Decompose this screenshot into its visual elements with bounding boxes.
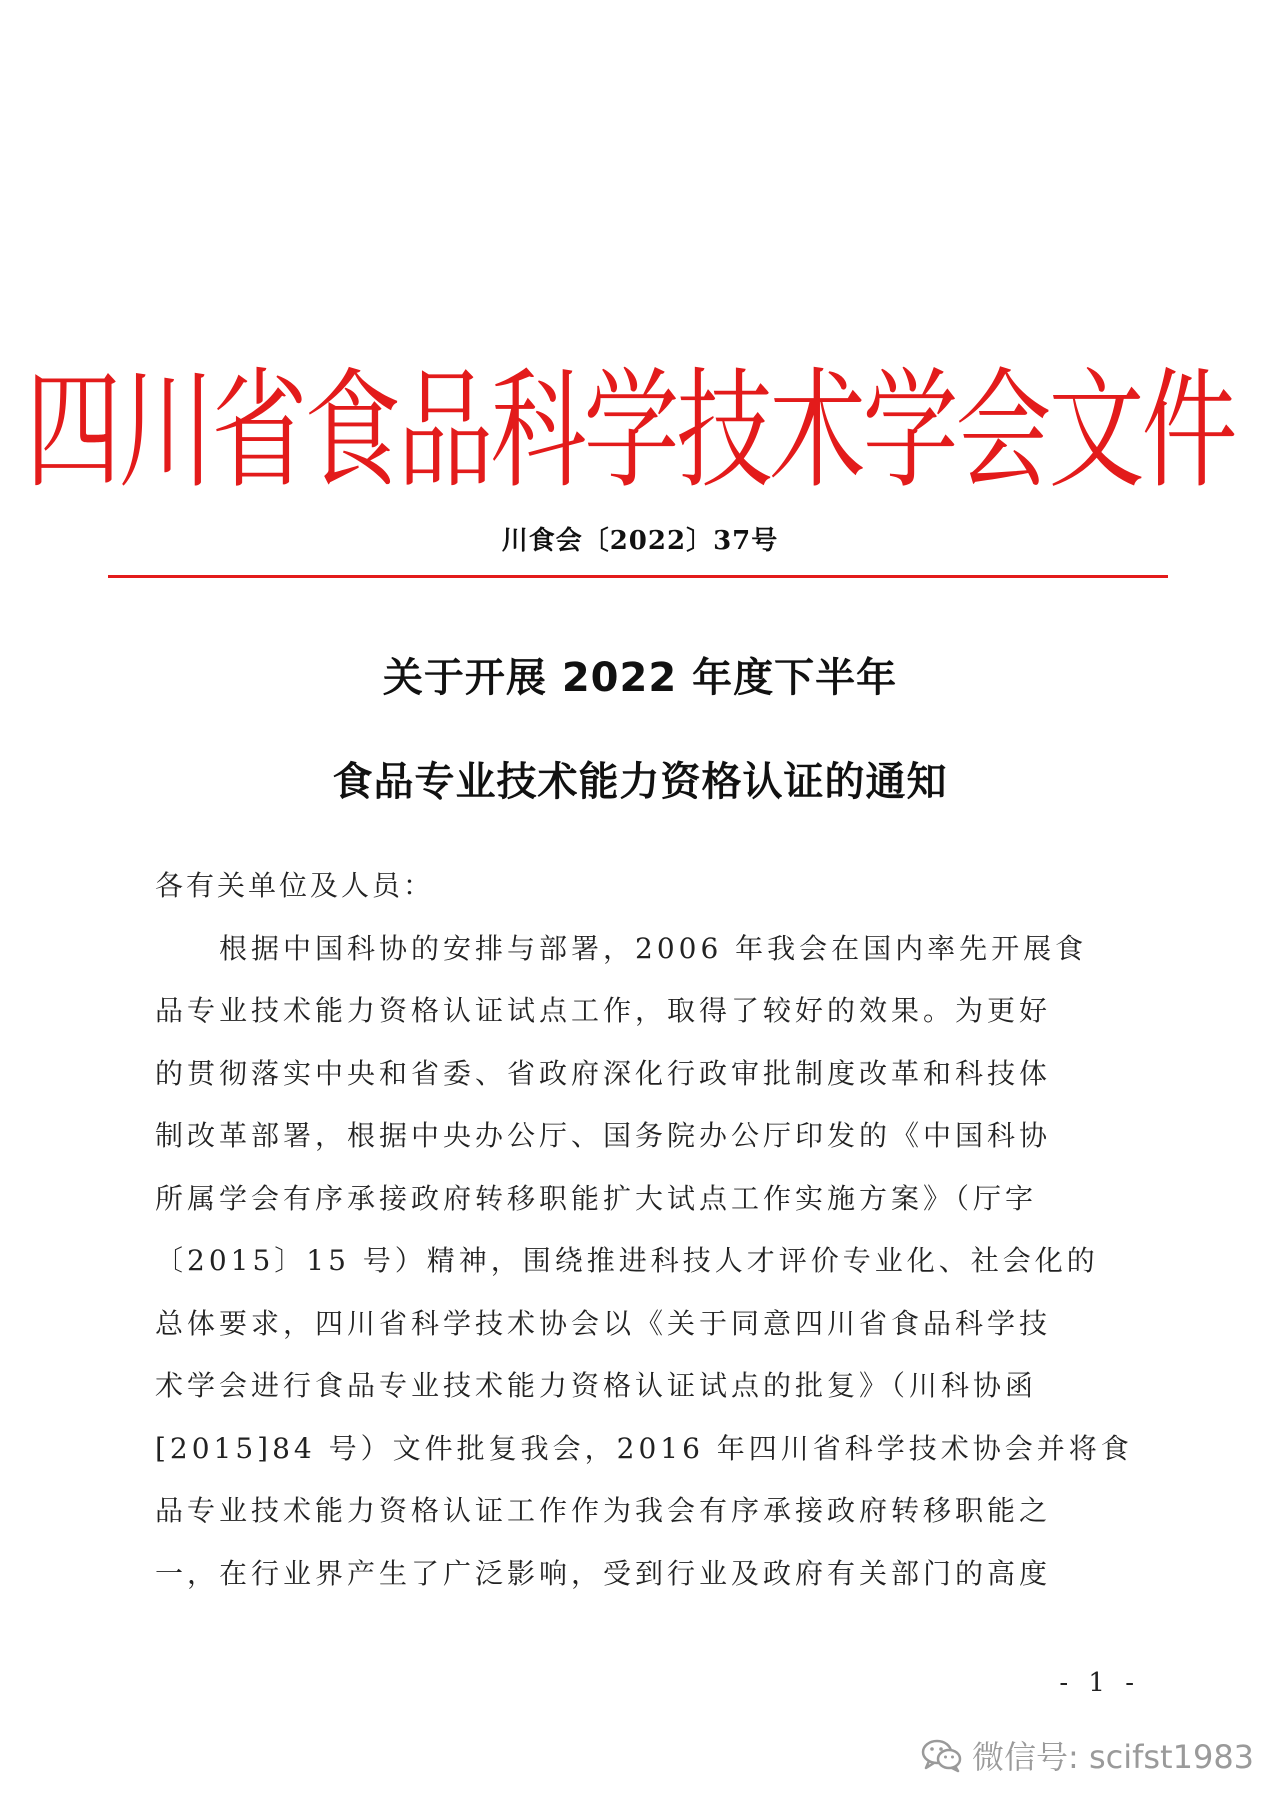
body-line: 品专业技术能力资格认证工作作为我会有序承接政府转移职能之 [155,1494,1052,1527]
body-line: [2015]84 号）文件批复我会，2016 年四川省科学技术协会并将食 [155,1431,1133,1465]
body-line: 总体要求，四川省科学技术协会以《关于同意四川省食品科学技 [155,1306,1052,1340]
wechat-icon [920,1737,964,1773]
body-line: 一，在行业界产生了广泛影响，受到行业及政府有关部门的高度 [155,1556,1052,1590]
document-number: 川食会〔2022〕37号 [501,526,779,556]
body-line: 术学会进行食品专业技术能力资格认证试点的批复》（川科协函 [155,1369,1038,1402]
body-line: 根据中国科协的安排与部署，2006 年我会在国内率先开展食 [155,931,1088,965]
body-line: 〔2015〕15 号）精神，围绕推进科技人才评价专业化、社会化的 [155,1244,1099,1277]
body-line: 品专业技术能力资格认证试点工作，取得了较好的效果。为更好 [155,994,1052,1027]
watermark-text: 微信号: scifst1983 [972,1738,1255,1776]
masthead-title: 四川省食品科学技术学会文件 [25,354,1235,506]
body-line: 所属学会有序承接政府转移职能扩大试点工作实施方案》（厅字 [155,1181,1038,1215]
notice-body [155,855,1135,1605]
red-divider-line [108,575,1168,578]
salutation: 各有关单位及人员： [155,869,435,902]
notice-title-line-1: 关于开展 2022 年度下半年 [382,655,898,701]
page-number: - 1 - [1059,1668,1140,1698]
body-line: 制改革部署，根据中央办公厅、国务院办公厅印发的《中国科协 [155,1119,1052,1152]
body-line: 的贯彻落实中央和省委、省政府深化行政审批制度改革和科技体 [155,1056,1052,1090]
wechat-watermark [920,1730,1254,1780]
notice-title-line-2: 食品专业技术能力资格认证的通知 [332,759,948,805]
